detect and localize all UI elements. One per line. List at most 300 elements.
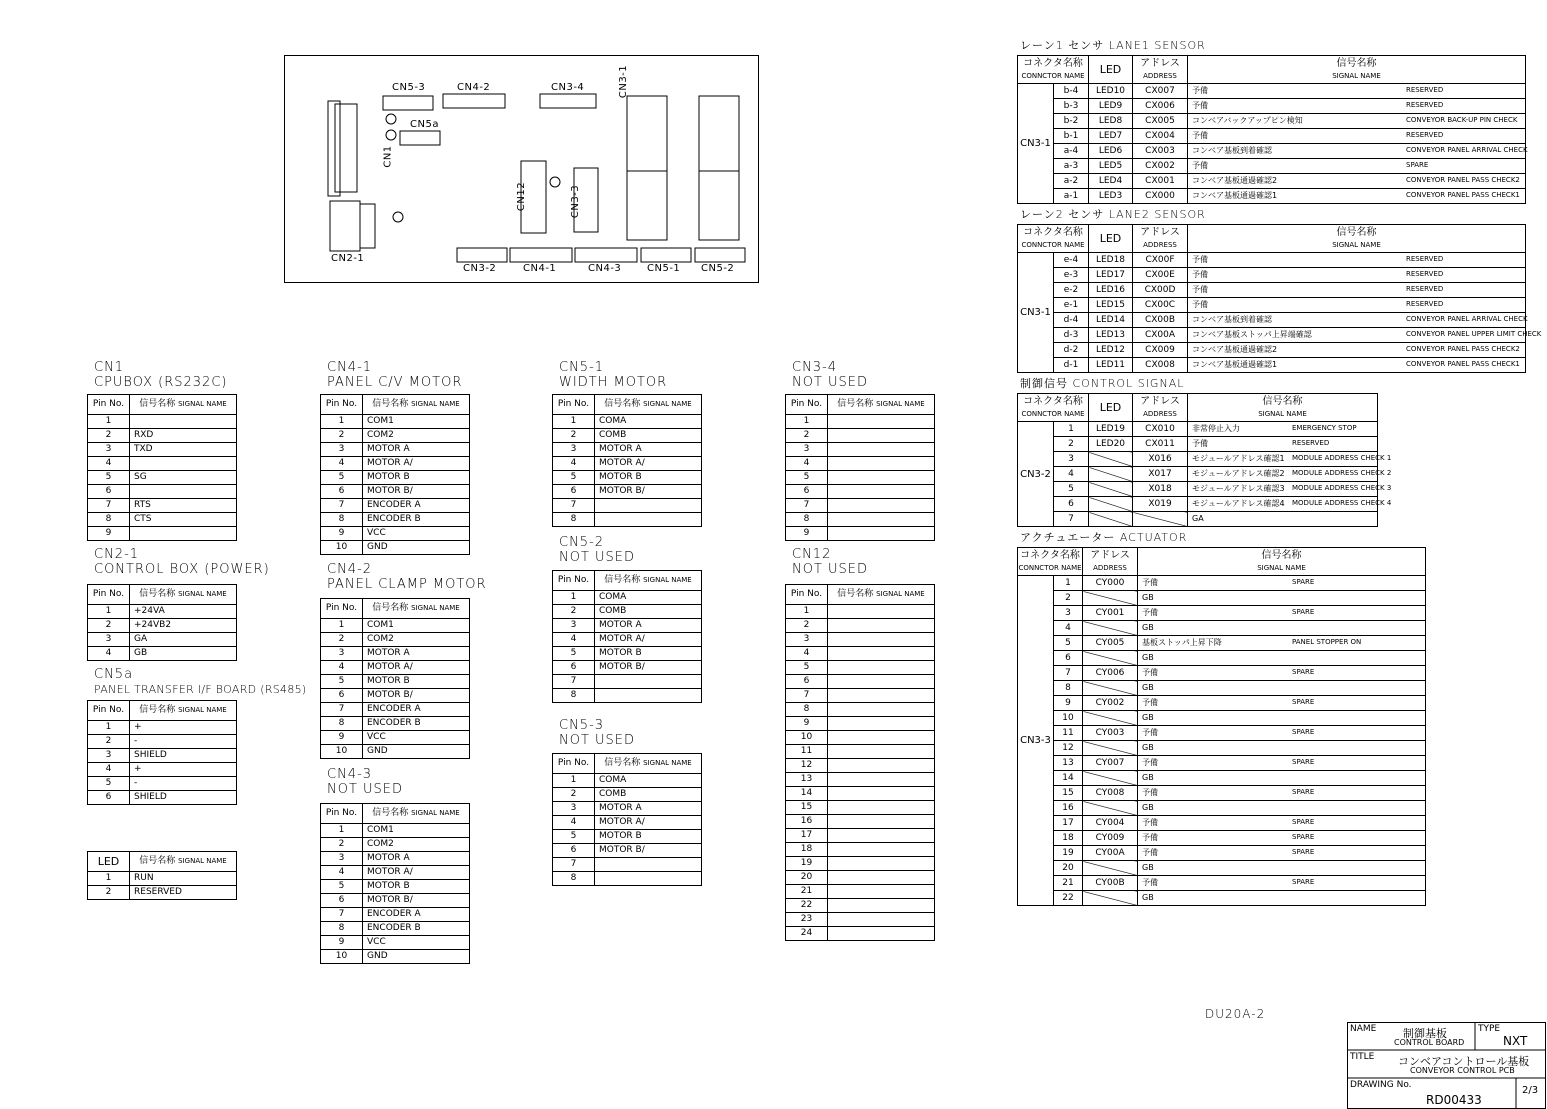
pin-number: 13: [786, 773, 828, 787]
pin-header: Pin No.: [786, 585, 828, 605]
table-row: [553, 443, 702, 457]
signal-name: MOTOR A: [595, 802, 702, 816]
led-header: LED: [1089, 225, 1133, 253]
signal-name-en: PANEL STOPPER ON: [1292, 638, 1362, 646]
signal-header-jp: 信号名称: [139, 856, 176, 866]
table-row: [553, 844, 702, 858]
table-row: [553, 457, 702, 471]
pin-number: 18: [786, 843, 828, 857]
pin-table-cn1: [87, 394, 237, 541]
led-id: LED5: [1089, 159, 1133, 174]
table-row: [1018, 606, 1426, 621]
signal-name-en: SPARE: [1292, 728, 1315, 736]
table-row: [88, 619, 237, 633]
pin-number: 11: [786, 745, 828, 759]
table-title-cn5-3: CN5-3: [559, 718, 605, 733]
pin-header: Pin No.: [321, 804, 363, 824]
table-row: [1018, 482, 1378, 497]
connector-header-en: CONNCTOR NAME: [1018, 563, 1082, 572]
connector-header-en: CONNCTOR NAME: [1021, 409, 1085, 418]
table-row: [1018, 512, 1378, 527]
table-row: [88, 886, 237, 900]
signal-name-en: CONVEYOR PANEL PASS CHECK1: [1406, 360, 1520, 368]
signal-name: [828, 513, 935, 527]
table-subtitle-cn1: CPUBOX (RS232C): [94, 375, 228, 390]
table-row: [88, 485, 237, 499]
signal-name: MOTOR B/: [595, 661, 702, 675]
signal-name: MOTOR A/: [595, 633, 702, 647]
table-row: [321, 661, 470, 675]
pin-number: 2: [553, 605, 595, 619]
address: X019: [1133, 497, 1188, 512]
signal-name: RUN: [130, 872, 237, 886]
table-row: [1018, 253, 1526, 268]
signal-name-jp: 基板ストッパ上昇下降: [1142, 638, 1222, 647]
table-row: [786, 647, 935, 661]
signal-name: COMA: [595, 774, 702, 788]
table-row: [88, 647, 237, 661]
led-id: [1089, 497, 1133, 512]
pin-number: 3: [553, 802, 595, 816]
signal-name-en: MODULE ADDRESS CHECK 4: [1292, 499, 1392, 507]
table-row: [1018, 358, 1526, 373]
signal-name: [828, 801, 935, 815]
pin-number: 8: [553, 872, 595, 886]
table-row: [321, 429, 470, 443]
table-row: [786, 913, 935, 927]
signal-header-en: SIGNAL NAME: [411, 809, 460, 817]
signal-name: ENCODER B: [363, 513, 470, 527]
pin-number: 5: [553, 830, 595, 844]
table-row: [1018, 343, 1526, 358]
pin-table-cn4-3: [320, 803, 470, 964]
pin-number: 4: [553, 816, 595, 830]
board-label-cn5-2: CN5-2: [701, 263, 735, 274]
signal-name-jp: 予備: [1192, 255, 1208, 264]
address: CY007: [1083, 756, 1138, 771]
table-row: [1018, 576, 1426, 591]
pin-number: 4: [88, 763, 130, 777]
signal-header-jp: 信号名称: [837, 589, 874, 599]
address: CX006: [1133, 99, 1188, 114]
pcb-board-diagram: [284, 55, 759, 283]
pin-table-cn4-2: [320, 598, 470, 759]
pin-id: d-2: [1054, 343, 1089, 358]
table-row: [88, 605, 237, 619]
pin-number: 3: [321, 443, 363, 457]
pin-number: 3: [553, 443, 595, 457]
pin-number: 21: [786, 885, 828, 899]
signal-name: SHIELD: [130, 791, 237, 805]
pin-number: 5: [88, 777, 130, 791]
signal-name-jp: 予備: [1192, 285, 1208, 294]
pin-number: 4: [321, 457, 363, 471]
address: [1083, 891, 1138, 906]
table-row: [786, 759, 935, 773]
signal-name: COMA: [595, 415, 702, 429]
signal-name-jp: 予備: [1192, 86, 1208, 95]
connector-name: CN3-1: [1018, 253, 1054, 373]
table-row: [553, 471, 702, 485]
connector-header-en: CONNCTOR NAME: [1021, 71, 1085, 80]
signal-name-jp: 予備: [1142, 848, 1158, 857]
pin-number: 5: [321, 675, 363, 689]
signal-header-en: SIGNAL NAME: [178, 857, 227, 865]
table-row: [88, 513, 237, 527]
table-row: [1018, 861, 1426, 876]
signal-name-jp: GB: [1142, 743, 1154, 752]
table-row: [1018, 696, 1426, 711]
table-row: [1018, 786, 1426, 801]
table-row: [321, 824, 470, 838]
signal-header-en: SIGNAL NAME: [411, 604, 460, 612]
signal-name-en: SPARE: [1292, 698, 1315, 706]
table-row: [321, 852, 470, 866]
name-jp: 制御基板: [1403, 1027, 1447, 1040]
table-row: [1018, 636, 1426, 651]
table-row: [786, 815, 935, 829]
sheet-number: 2/3: [1522, 1085, 1539, 1096]
table-row: [786, 899, 935, 913]
signal-name-en: CONVEYOR BACK-UP PIN CHECK: [1406, 116, 1518, 124]
pin-id: a-3: [1054, 159, 1089, 174]
pin-id: 12: [1054, 741, 1083, 756]
pin-number: 4: [321, 866, 363, 880]
pin-header: Pin No.: [88, 585, 130, 605]
signal-name-jp: コンベア基板通過確認1: [1192, 360, 1278, 369]
signal-header-jp: 信号名称: [372, 808, 409, 818]
table-row: [321, 717, 470, 731]
pin-number: 1: [88, 721, 130, 735]
signal-name-en: SPARE: [1406, 161, 1429, 169]
table-row: [553, 415, 702, 429]
table-row: [786, 927, 935, 941]
signal-name: [828, 457, 935, 471]
address: CX00B: [1133, 313, 1188, 328]
address-header-en: ADDRESS: [1093, 563, 1127, 572]
title-block: [1347, 1022, 1546, 1109]
pin-id: a-4: [1054, 144, 1089, 159]
signal-name-en: CONVEYOR PANEL PASS CHECK1: [1406, 191, 1520, 199]
signal-name: MOTOR B: [363, 471, 470, 485]
pin-id: 13: [1054, 756, 1083, 771]
signal-name: [828, 899, 935, 913]
table-row: [88, 499, 237, 513]
signal-name: COMA: [595, 591, 702, 605]
signal-name-en: RESERVED: [1406, 86, 1444, 94]
pin-number: 4: [786, 647, 828, 661]
led-id: LED16: [1089, 283, 1133, 298]
led-id: LED10: [1089, 84, 1133, 99]
pin-number: 4: [321, 661, 363, 675]
table-subtitle-cn5a: PANEL TRANSFER I/F BOARD (RS485): [94, 683, 307, 696]
signal-name-en: EMERGENCY STOP: [1292, 424, 1357, 432]
signal-name-jp: コンベア基板到着確認: [1192, 315, 1272, 324]
pin-number: 6: [88, 791, 130, 805]
signal-name: [828, 605, 935, 619]
pin-number: 4: [553, 457, 595, 471]
table-row: [1018, 313, 1526, 328]
pin-number: 7: [786, 689, 828, 703]
board-label-cn4-1: CN4-1: [523, 263, 557, 274]
pin-number: 1: [786, 415, 828, 429]
table-row: [1018, 711, 1426, 726]
signal-name: +24VA: [130, 605, 237, 619]
pin-number: 1: [553, 415, 595, 429]
address: X018: [1133, 482, 1188, 497]
signal-name: [828, 675, 935, 689]
signal-name-en: SPARE: [1292, 788, 1315, 796]
address: CY00B: [1083, 876, 1138, 891]
table-row: [321, 443, 470, 457]
signal-name: COMB: [595, 605, 702, 619]
table-row: [88, 429, 237, 443]
pin-number: 2: [553, 429, 595, 443]
signal-header-en: SIGNAL NAME: [1257, 563, 1306, 572]
signal-name-jp: 予備: [1142, 608, 1158, 617]
signal-name: MOTOR A: [595, 443, 702, 457]
pin-id: 4: [1054, 621, 1083, 636]
pin-number: 6: [88, 485, 130, 499]
pin-number: 9: [88, 527, 130, 541]
pin-number: 2: [321, 838, 363, 852]
table-row: [321, 922, 470, 936]
signal-name: COMB: [595, 788, 702, 802]
led-id: LED3: [1089, 189, 1133, 204]
table-title-cn4-1: CN4-1: [327, 360, 373, 375]
board-label-cn3-4: CN3-4: [551, 82, 585, 93]
address: CX007: [1133, 84, 1188, 99]
signal-name-en: CONVEYOR PANEL ARRIVAL CHECK: [1406, 315, 1528, 323]
table-row: [553, 689, 702, 703]
signal-name: [595, 689, 702, 703]
led-id: LED6: [1089, 144, 1133, 159]
table-row: [553, 499, 702, 513]
signal-name: MOTOR B/: [363, 894, 470, 908]
address: CX005: [1133, 114, 1188, 129]
signal-name: COM1: [363, 824, 470, 838]
pin-number: 19: [786, 857, 828, 871]
signal-name: GND: [363, 541, 470, 555]
signal-name-en: MODULE ADDRESS CHECK 3: [1292, 484, 1392, 492]
pin-number: 4: [88, 457, 130, 471]
signal-header-en: SIGNAL NAME: [411, 400, 460, 408]
pin-number: 9: [786, 527, 828, 541]
pin-number: 9: [321, 731, 363, 745]
signal-name: GB: [130, 647, 237, 661]
table-row: [553, 774, 702, 788]
pin-number: 3: [321, 852, 363, 866]
signal-name: MOTOR B: [595, 830, 702, 844]
pin-number: 6: [321, 485, 363, 499]
pin-number: 1: [786, 605, 828, 619]
pin-number: 10: [321, 745, 363, 759]
table-subtitle-cn4-3: NOT USED: [327, 782, 404, 797]
table-row: [1018, 144, 1526, 159]
address: CX00C: [1133, 298, 1188, 313]
table-row: [88, 471, 237, 485]
pin-header: Pin No.: [321, 395, 363, 415]
pin-id: 14: [1054, 771, 1083, 786]
table-row: [1018, 114, 1526, 129]
table-row: [1018, 174, 1526, 189]
signal-name: [828, 913, 935, 927]
address: CX00A: [1133, 328, 1188, 343]
table-subtitle-cn12: NOT USED: [792, 562, 869, 577]
led-id: LED19: [1089, 422, 1133, 437]
table-subtitle-cn3-4: NOT USED: [792, 375, 869, 390]
address: CY006: [1083, 666, 1138, 681]
pin-id: e-2: [1054, 283, 1089, 298]
signal-name-en: SPARE: [1292, 578, 1315, 586]
pin-id: 11: [1054, 726, 1083, 741]
pin-number: 7: [786, 499, 828, 513]
pin-table-cn3-4: [785, 394, 935, 541]
address: CY001: [1083, 606, 1138, 621]
table-title-cn12: CN12: [792, 547, 832, 562]
pin-header: Pin No.: [786, 395, 828, 415]
signal-name: ENCODER A: [363, 703, 470, 717]
table-row: [786, 689, 935, 703]
table-title-lane2: レーン2 センサ LANE2 SENSOR: [1020, 208, 1206, 221]
signal-name-en: MODULE ADDRESS CHECK 2: [1292, 469, 1392, 477]
table-row: [786, 633, 935, 647]
pin-table-cn5-3: [552, 753, 702, 886]
address: CX002: [1133, 159, 1188, 174]
signal-name-en: RESERVED: [1406, 270, 1444, 278]
table-title-cn4-3: CN4-3: [327, 767, 373, 782]
table-title-cn5a: CN5a: [94, 667, 134, 682]
pin-table-cn5-1: [552, 394, 702, 527]
led-id: LED11: [1089, 358, 1133, 373]
pin-id: 5: [1054, 482, 1089, 497]
pin-id: 10: [1054, 711, 1083, 726]
address: [1083, 621, 1138, 636]
signal-header-en: SIGNAL NAME: [643, 400, 692, 408]
signal-name: [828, 689, 935, 703]
signal-name: -: [130, 777, 237, 791]
address: X017: [1133, 467, 1188, 482]
table-row: [88, 415, 237, 429]
table-row: [1018, 268, 1526, 283]
signal-name: [130, 457, 237, 471]
table-row: [321, 703, 470, 717]
pin-id: 4: [1054, 467, 1089, 482]
signal-name: [828, 927, 935, 941]
pin-id: 1: [1054, 576, 1083, 591]
table-row: [1018, 84, 1526, 99]
signal-name-jp: モジュールアドレス確認1: [1192, 454, 1285, 463]
address: CX000: [1133, 189, 1188, 204]
board-label-cn3-3: CN3-3: [570, 184, 582, 219]
pin-header: Pin No.: [88, 395, 130, 415]
signal-name: [828, 633, 935, 647]
pin-number: 14: [786, 787, 828, 801]
pin-number: 4: [786, 457, 828, 471]
table-row: [88, 749, 237, 763]
signal-name-en: CONVEYOR PANEL ARRIVAL CHECK: [1406, 146, 1528, 154]
signal-name: ENCODER B: [363, 922, 470, 936]
signal-name: -: [130, 735, 237, 749]
signal-name: MOTOR B: [595, 471, 702, 485]
table-row: [321, 838, 470, 852]
signal-name: MOTOR A/: [363, 457, 470, 471]
table-row: [321, 908, 470, 922]
pin-number: 2: [786, 429, 828, 443]
signal-name-jp: 予備: [1192, 161, 1208, 170]
signal-name: MOTOR B: [363, 675, 470, 689]
address-header-jp: アドレス: [1140, 395, 1180, 407]
pin-id: 22: [1054, 891, 1083, 906]
signal-name: GND: [363, 950, 470, 964]
address: CX00D: [1133, 283, 1188, 298]
signal-name: ENCODER A: [363, 908, 470, 922]
pin-number: 15: [786, 801, 828, 815]
pin-id: b-2: [1054, 114, 1089, 129]
table-row: [1018, 129, 1526, 144]
address: [1083, 861, 1138, 876]
signal-name-jp: 予備: [1142, 788, 1158, 797]
table-row: [1018, 846, 1426, 861]
address: CX003: [1133, 144, 1188, 159]
pin-number: 7: [321, 703, 363, 717]
table-row: [1018, 651, 1426, 666]
signal-name-en: CONVEYOR PANEL UPPER LIMIT CHECK: [1406, 330, 1542, 338]
signal-name: COMB: [595, 429, 702, 443]
pin-number: 5: [88, 471, 130, 485]
signal-name: [595, 675, 702, 689]
pin-id: 7: [1054, 512, 1089, 527]
address: CX00F: [1133, 253, 1188, 268]
signal-name-jp: モジュールアドレス確認4: [1192, 499, 1285, 508]
signal-name-en: SPARE: [1292, 818, 1315, 826]
pin-number: 17: [786, 829, 828, 843]
signal-name-en: SPARE: [1292, 848, 1315, 856]
signal-name: [828, 471, 935, 485]
signal-header-en: SIGNAL NAME: [643, 759, 692, 767]
signal-name-en: RESERVED: [1406, 255, 1444, 263]
table-row: [786, 457, 935, 471]
signal-name-jp: GB: [1142, 863, 1154, 872]
pin-number: 8: [321, 513, 363, 527]
signal-name-jp: GB: [1142, 773, 1154, 782]
signal-name: [828, 857, 935, 871]
table-row: [88, 872, 237, 886]
signal-name: MOTOR A/: [595, 816, 702, 830]
table-row: [786, 661, 935, 675]
pin-number: 6: [321, 689, 363, 703]
address: CY000: [1083, 576, 1138, 591]
led-id: LED12: [1089, 343, 1133, 358]
signal-header-en: SIGNAL NAME: [876, 590, 925, 598]
table-row: [786, 885, 935, 899]
address: [1083, 591, 1138, 606]
table-row: [786, 829, 935, 843]
table-row: [321, 675, 470, 689]
led-id: [1089, 512, 1133, 527]
pin-number: 6: [786, 675, 828, 689]
signal-name: [828, 731, 935, 745]
signal-name-jp: 予備: [1142, 833, 1158, 842]
signal-name: +: [130, 763, 237, 777]
pin-id: 3: [1054, 606, 1083, 621]
table-row: [553, 802, 702, 816]
address: CY008: [1083, 786, 1138, 801]
led-id: [1089, 467, 1133, 482]
pin-id: 5: [1054, 636, 1083, 651]
signal-name: GND: [363, 745, 470, 759]
pin-header: Pin No.: [321, 599, 363, 619]
